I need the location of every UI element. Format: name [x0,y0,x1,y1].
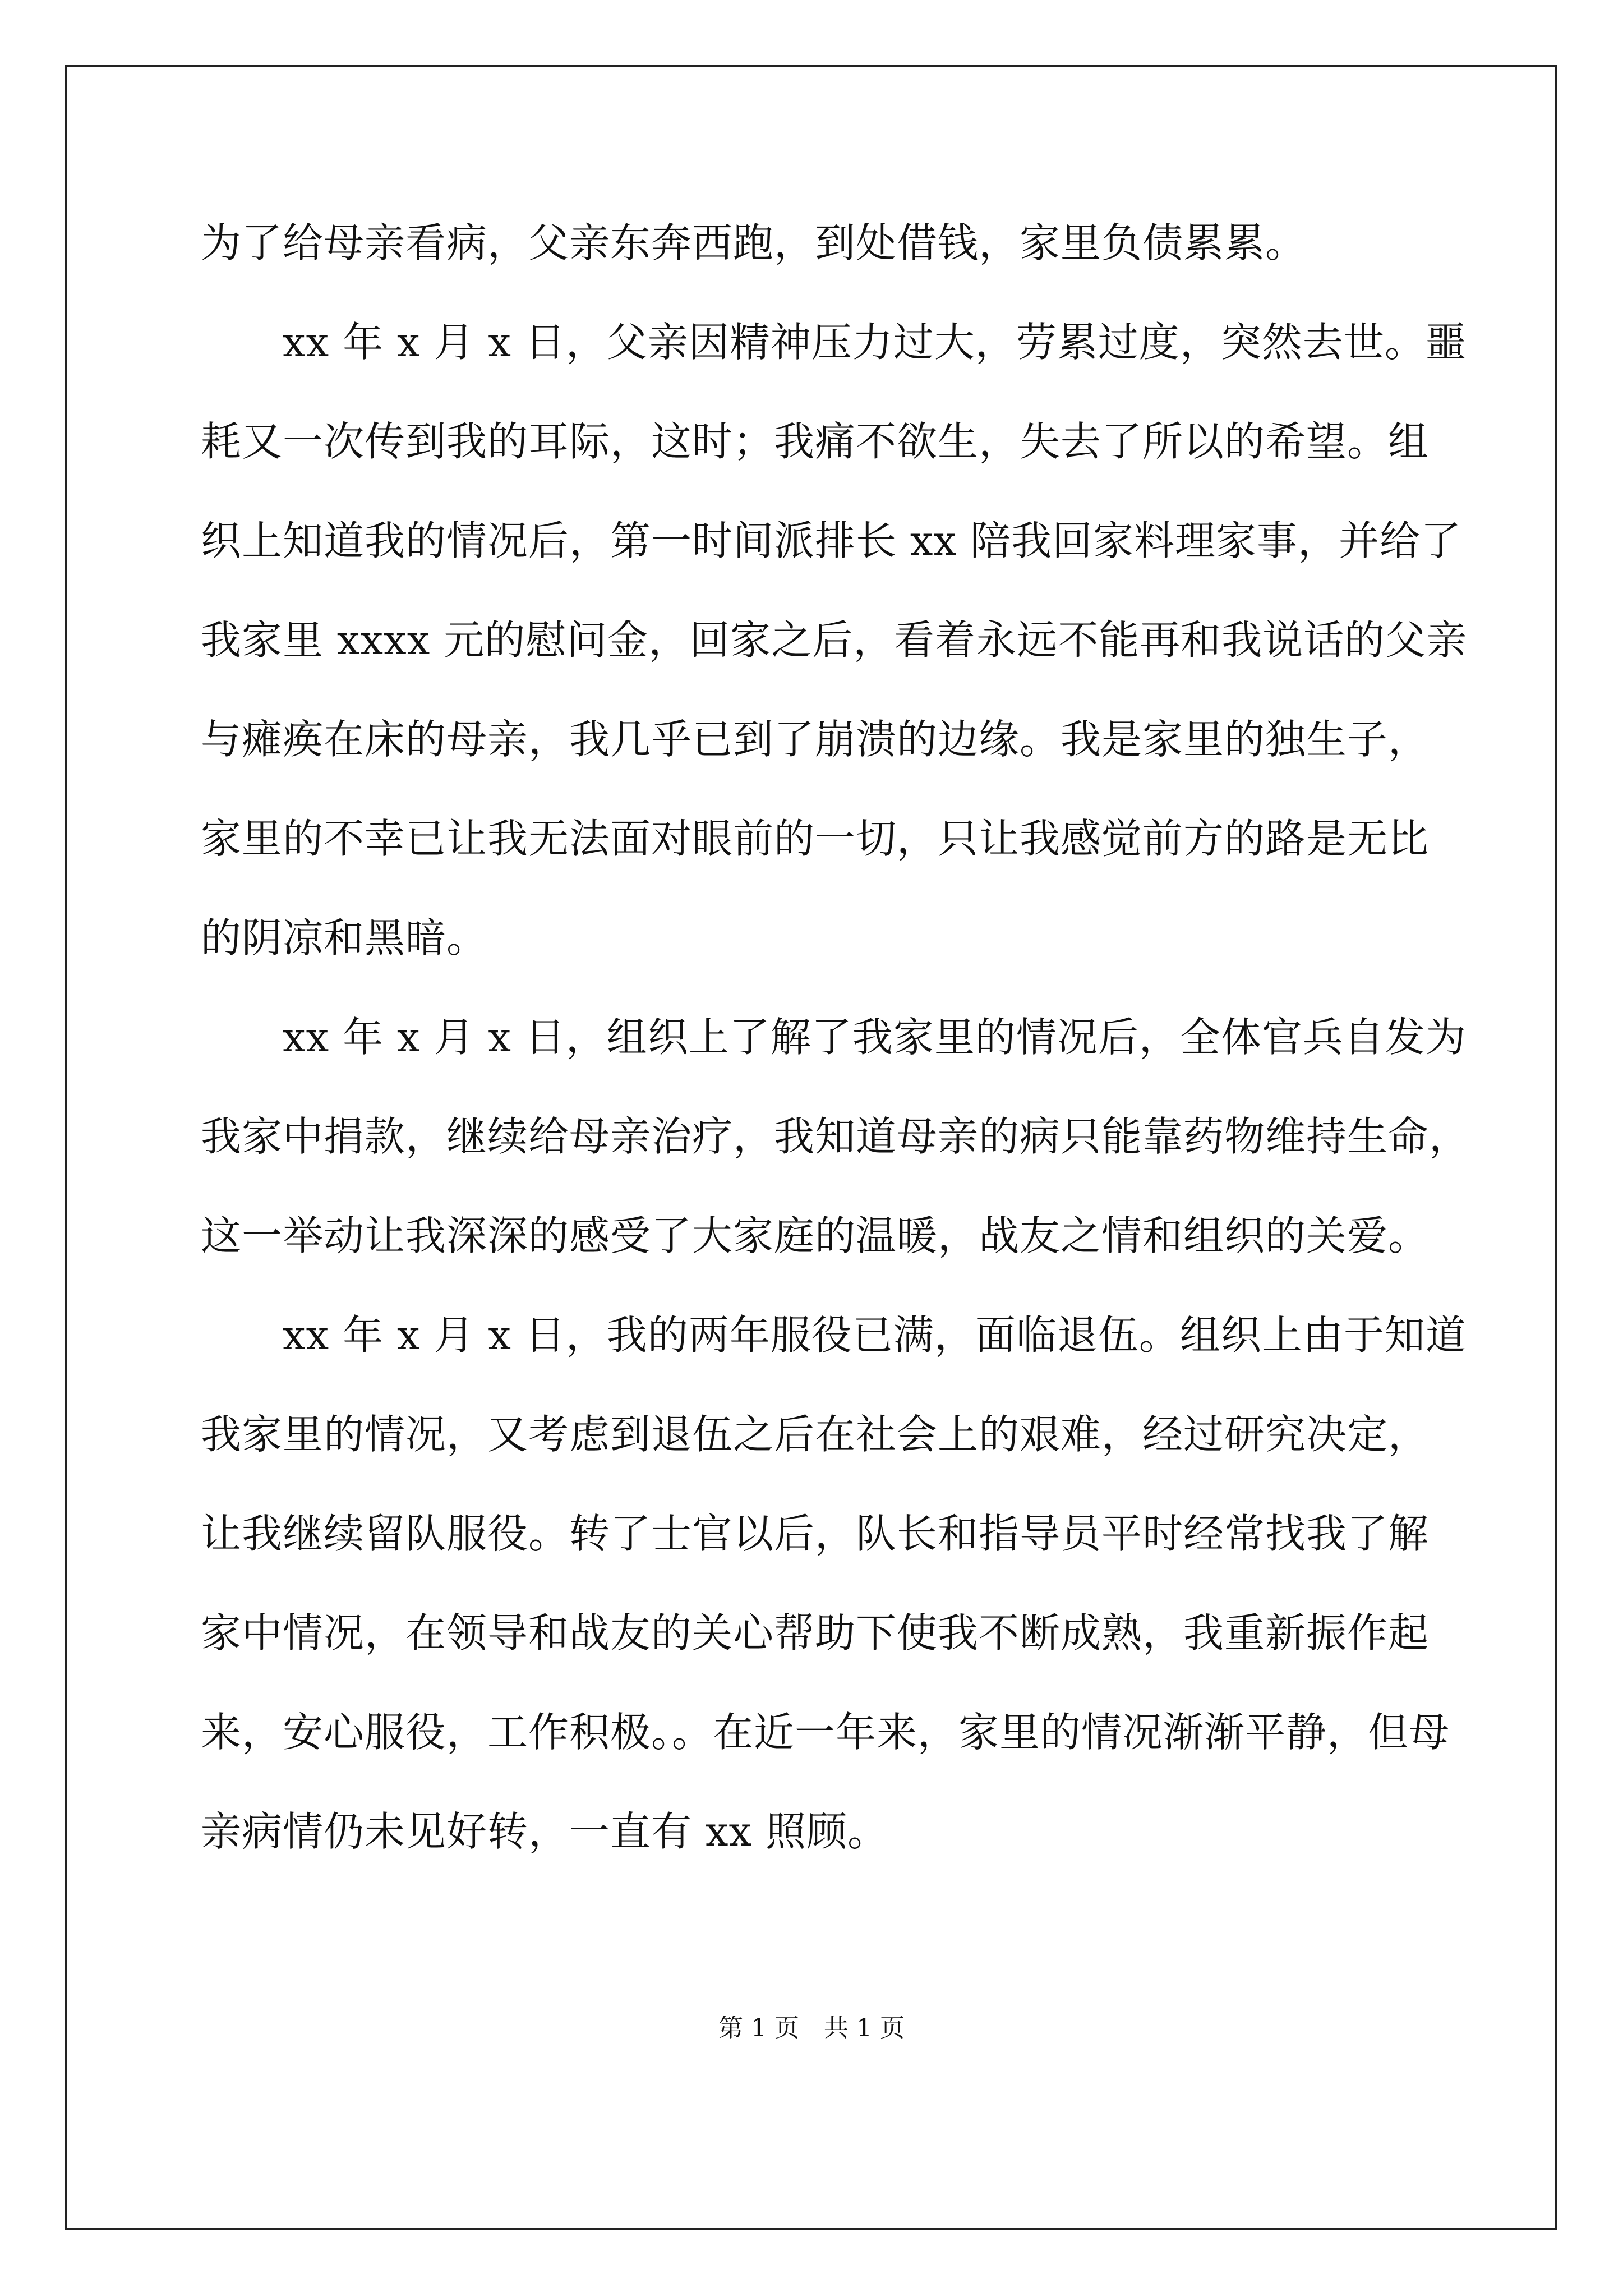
document-body [201,216,1496,1858]
text-line: 我家里 xxxx 元的慰问金，回家之后，看着永远不能再和我说话的父亲 [201,616,1468,664]
text-line: 耗又一次传到我的耳际，这时；我痛不欲生，失去了所以的希望。组 [201,418,1430,465]
text-line: 家里的不幸已让我无法面对眼前的一切，只让我感觉前方的路是无比 [201,815,1430,862]
text-line: 的阴凉和黑暗。 [201,914,488,961]
text-line: 为了给母亲看病，父亲东奔西跑，到处借钱，家里负债累累。 [201,219,1307,266]
text-line: 家中情况，在领导和战友的关心帮助下使我不断成熟，我重新振作起 [201,1609,1430,1657]
text-line: 来，安心服役，工作积极。。在近一年来，家里的情况渐渐平静，但母 [201,1709,1450,1756]
text-line: xx 年 x 月 x 日，我的两年服役已满，面临退伍。组织上由于知道 [201,1312,1467,1359]
text-line: 我家中捐款，继续给母亲治疗，我知道母亲的病只能靠药物维持生命， [201,1113,1470,1160]
text-line: 亲病情仍未见好转，一直有 xx 照顾。 [201,1808,888,1855]
text-line: 我家里的情况，又考虑到退伍之后在社会上的艰难，经过研究决定， [201,1411,1430,1458]
text-line: 织上知道我的情况后，第一时间派排长 xx 陪我回家料理家事，并给了 [201,517,1461,564]
page-footer: 第 1 页 共 1 页 [718,2014,905,2042]
text-line: 这一举动让我深深的感受了大家庭的温暖，战友之情和组织的关爱。 [201,1212,1430,1259]
text-line: 与瘫痪在床的母亲，我几乎已到了崩溃的边缘。我是家里的独生子， [201,716,1430,763]
text-line: 让我继续留队服役。转了士官以后，队长和指导员平时经常找我了解 [201,1510,1430,1557]
text-line: xx 年 x 月 x 日，父亲因精神压力过大，劳累过度，突然去世。噩 [201,319,1467,366]
text-line: xx 年 x 月 x 日，组织上了解了我家里的情况后，全体官兵自发为 [201,1014,1467,1061]
